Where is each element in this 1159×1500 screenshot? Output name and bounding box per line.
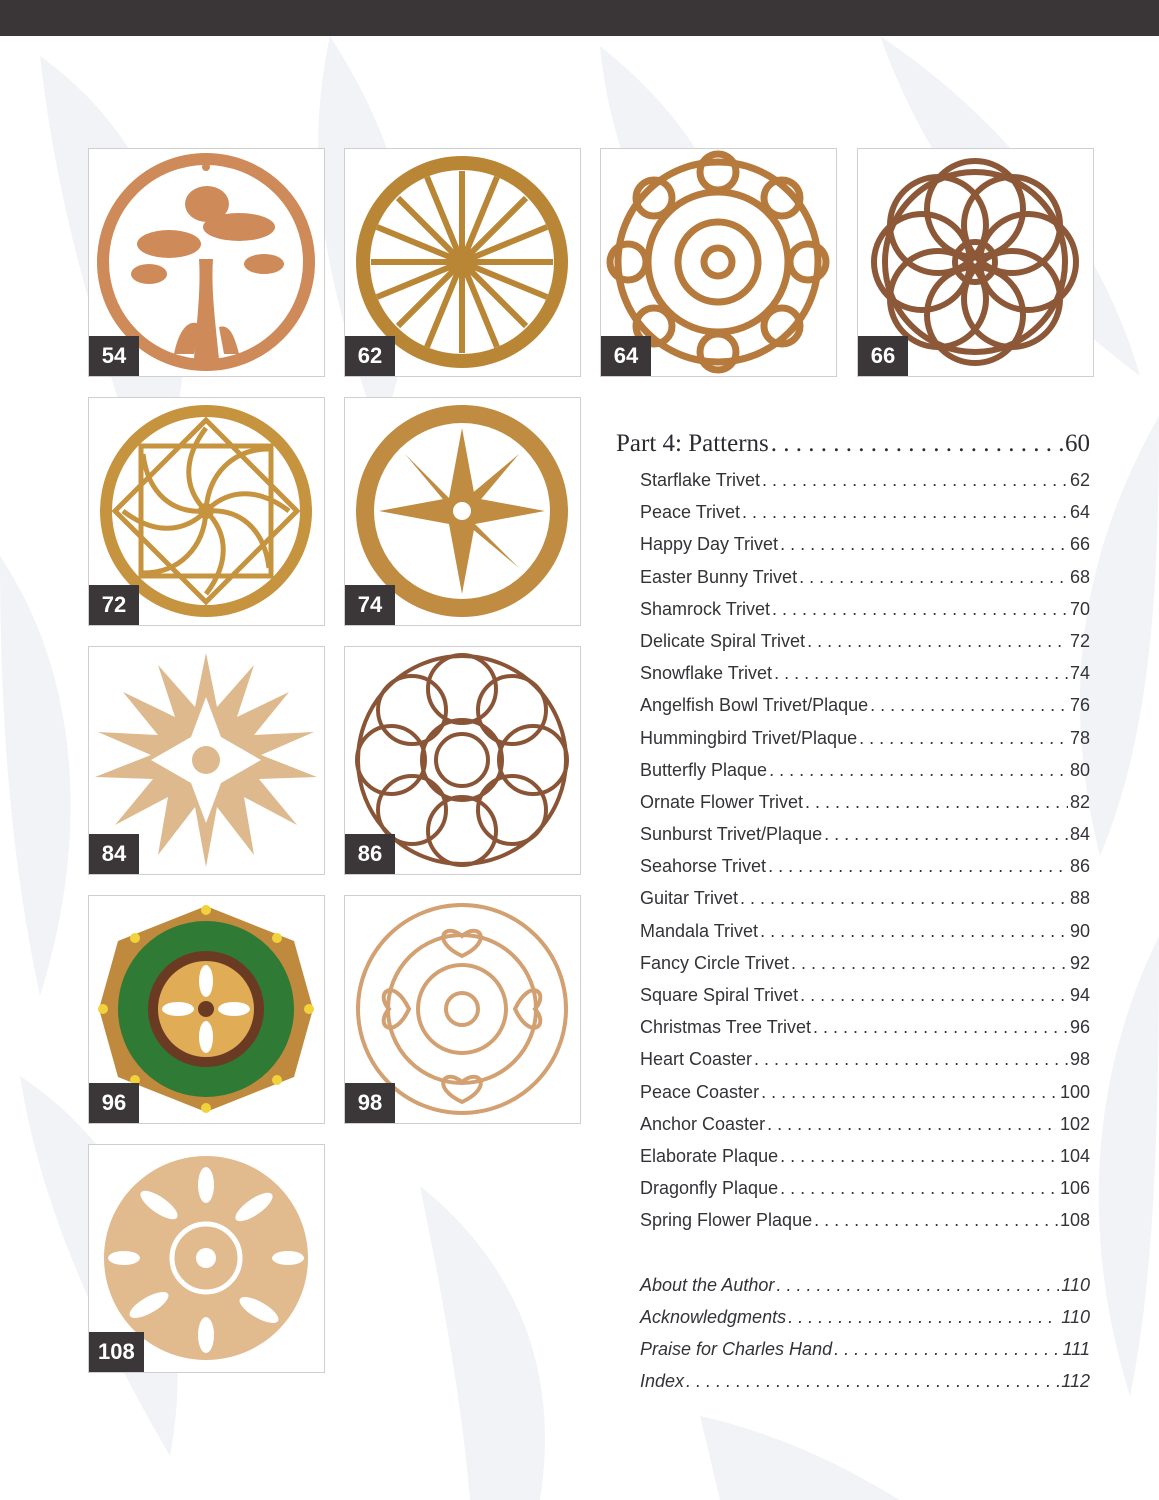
toc-entry-title: Delicate Spiral Trivet <box>640 630 806 651</box>
dot-leader <box>760 921 1068 942</box>
toc-entry[interactable] <box>640 1146 1090 1178</box>
toc-entry[interactable] <box>640 1017 1090 1049</box>
dot-leader <box>767 1114 1058 1135</box>
toc-entry-title: Christmas Tree Trivet <box>640 1017 812 1038</box>
toc-entry-page: 80 <box>1069 759 1090 780</box>
page-number-badge: 64 <box>601 336 651 376</box>
dot-leader <box>805 792 1068 813</box>
toc-entry[interactable] <box>640 856 1090 888</box>
toc-entry-page: 76 <box>1069 695 1090 716</box>
toc-entry[interactable] <box>640 921 1090 953</box>
toc-entry[interactable] <box>640 1339 1090 1371</box>
thumbnail-heart-coaster[interactable] <box>344 895 581 1124</box>
toc-entry-title: Snowflake Trivet <box>640 663 773 684</box>
toc-entry-page: 108 <box>1059 1210 1090 1231</box>
dot-leader <box>776 1275 1059 1296</box>
thumbnail-seahorse-trivet[interactable] <box>344 646 581 875</box>
toc-entry[interactable] <box>640 502 1090 534</box>
toc-entry-page: 86 <box>1069 856 1090 877</box>
page-number-badge: 96 <box>89 1083 139 1123</box>
toc-entry-page: 92 <box>1069 952 1090 973</box>
toc-entry-page: 110 <box>1061 1306 1090 1327</box>
toc-entry[interactable] <box>640 599 1090 631</box>
dot-leader <box>768 856 1068 877</box>
toc-entry-title: Starflake Trivet <box>640 470 761 490</box>
thumbnail-sunburst-trivet[interactable] <box>88 646 325 875</box>
toc-entry-page: 112 <box>1061 1371 1090 1392</box>
dot-leader <box>769 760 1068 781</box>
dot-leader <box>799 567 1068 588</box>
thumbnail-starflake-trivet[interactable] <box>344 148 581 377</box>
toc-entry-page: 106 <box>1059 1178 1090 1199</box>
toc-entry[interactable] <box>640 985 1090 1017</box>
dot-leader <box>814 1210 1058 1231</box>
toc-entry-list <box>640 470 1090 1243</box>
dot-leader <box>762 470 1068 491</box>
toc-entry-page: 111 <box>1062 1338 1090 1359</box>
dot-leader <box>791 953 1068 974</box>
toc-entry-page: 62 <box>1069 470 1090 490</box>
toc-entry-title: Anchor Coaster <box>640 1113 766 1134</box>
page-number-badge: 74 <box>345 585 395 625</box>
toc-entry-page: 96 <box>1069 1017 1090 1038</box>
toc-entry-title: Elaborate Plaque <box>640 1145 779 1166</box>
dot-leader <box>780 534 1068 555</box>
toc-entry-title: Dragonfly Plaque <box>640 1178 779 1199</box>
toc-entry-title: Sunburst Trivet/Plaque <box>640 824 823 845</box>
dot-leader <box>824 824 1068 845</box>
toc-entry[interactable] <box>640 1049 1090 1081</box>
toc-entry-title: Guitar Trivet <box>640 888 739 909</box>
dot-leader <box>859 728 1068 749</box>
thumbnail-happy-day-trivet[interactable] <box>857 148 1094 377</box>
toc-entry[interactable] <box>640 824 1090 856</box>
dot-leader <box>780 1146 1058 1167</box>
toc-entry[interactable] <box>640 1307 1090 1339</box>
toc-entry-title: Peace Trivet <box>640 502 741 523</box>
toc-entry-title: Praise for Charles Hand <box>640 1338 833 1359</box>
page-number-badge: 54 <box>89 336 139 376</box>
toc-entry[interactable] <box>640 888 1090 920</box>
toc-entry-title: Spring Flower Plaque <box>640 1210 813 1231</box>
dot-leader <box>800 985 1068 1006</box>
toc-entry-page: 68 <box>1069 566 1090 587</box>
toc-entry[interactable] <box>640 470 1090 502</box>
top-bar <box>0 0 1159 36</box>
dot-leader <box>742 502 1068 523</box>
page-number-badge: 72 <box>89 585 139 625</box>
dot-leader <box>807 631 1068 652</box>
toc-entry-page: 84 <box>1069 824 1090 845</box>
toc-entry[interactable] <box>640 1114 1090 1146</box>
toc-entry-title: Easter Bunny Trivet <box>640 566 798 587</box>
toc-entry[interactable] <box>640 1275 1090 1307</box>
toc-entry[interactable] <box>640 695 1090 727</box>
toc-entry-page: 110 <box>1061 1274 1090 1295</box>
page-number-badge: 108 <box>89 1332 144 1372</box>
toc-entry-title: Butterfly Plaque <box>640 759 768 780</box>
table-of-contents <box>616 430 1090 1403</box>
dot-leader <box>774 663 1068 684</box>
toc-entry-page: 90 <box>1069 920 1090 941</box>
toc-entry-title: Square Spiral Trivet <box>640 985 799 1005</box>
page-number-badge: 84 <box>89 834 139 874</box>
toc-entry[interactable] <box>640 663 1090 695</box>
dot-leader <box>780 1178 1058 1199</box>
toc-entry[interactable] <box>640 1210 1090 1242</box>
thumbnail-tree-trivet[interactable] <box>88 148 325 377</box>
page-number-badge: 66 <box>858 336 908 376</box>
toc-entry[interactable] <box>640 953 1090 985</box>
toc-entry-page: 64 <box>1069 502 1090 523</box>
toc-entry-page: 78 <box>1069 727 1090 748</box>
toc-entry-title: Hummingbird Trivet/Plaque <box>640 727 858 748</box>
toc-entry[interactable] <box>640 728 1090 760</box>
toc-part-heading[interactable] <box>616 430 1090 470</box>
toc-entry-page: 102 <box>1059 1113 1090 1134</box>
dot-leader <box>813 1017 1068 1038</box>
part-title: Part 4: Patterns <box>616 430 769 457</box>
toc-entry[interactable] <box>640 760 1090 792</box>
page-number-badge: 86 <box>345 834 395 874</box>
toc-entry-title: Index <box>640 1371 685 1392</box>
dot-leader <box>772 599 1068 620</box>
toc-entry-title: Mandala Trivet <box>640 920 759 941</box>
toc-entry-page: 100 <box>1059 1081 1090 1102</box>
toc-entry-page: 74 <box>1069 663 1090 684</box>
page-number-badge: 98 <box>345 1083 395 1123</box>
toc-entry[interactable] <box>640 1178 1090 1210</box>
thumbnail-christmas-tree-trivet[interactable] <box>88 895 325 1124</box>
dot-leader <box>834 1339 1061 1360</box>
toc-entry[interactable] <box>640 567 1090 599</box>
toc-entry-page: 98 <box>1069 1049 1090 1070</box>
toc-entry-title: About the Author <box>640 1274 775 1295</box>
thumbnail-spring-flower-plaque[interactable] <box>88 1144 325 1373</box>
toc-entry-title: Peace Coaster <box>640 1081 760 1102</box>
toc-entry-page: 82 <box>1069 791 1090 812</box>
toc-entry[interactable] <box>640 1371 1090 1403</box>
toc-entry[interactable] <box>640 631 1090 663</box>
dot-leader <box>686 1371 1059 1392</box>
toc-entry-page: 94 <box>1069 985 1090 1005</box>
toc-entry-page: 88 <box>1069 888 1090 909</box>
toc-back-matter-list <box>640 1275 1090 1404</box>
page-number-badge: 62 <box>345 336 395 376</box>
dot-leader <box>754 1049 1068 1070</box>
dot-leader <box>870 695 1068 716</box>
thumbnail-snowflake-trivet[interactable] <box>344 397 581 626</box>
toc-entry-title: Happy Day Trivet <box>640 534 779 555</box>
thumbnail-peace-trivet[interactable] <box>600 148 837 377</box>
toc-entry-title: Shamrock Trivet <box>640 598 771 619</box>
toc-entry-page: 104 <box>1059 1145 1090 1166</box>
toc-entry[interactable] <box>640 1082 1090 1114</box>
toc-entry-page: 72 <box>1069 630 1090 651</box>
dot-leader <box>740 888 1068 909</box>
toc-entry-title: Seahorse Trivet <box>640 856 767 877</box>
toc-entry-page: 70 <box>1069 598 1090 619</box>
toc-entry[interactable] <box>640 534 1090 566</box>
toc-entry-page: 66 <box>1069 534 1090 555</box>
toc-entry-title: Acknowledgments <box>640 1306 787 1327</box>
toc-entry-title: Angelfish Bowl Trivet/Plaque <box>640 695 869 716</box>
part-page-number: 60 <box>1065 430 1090 457</box>
dot-leader <box>788 1307 1059 1328</box>
toc-entry-title: Ornate Flower Trivet <box>640 791 804 812</box>
dot-leader <box>761 1082 1058 1103</box>
toc-entry-title: Fancy Circle Trivet <box>640 952 790 973</box>
toc-entry[interactable] <box>640 792 1090 824</box>
toc-entry-title: Heart Coaster <box>640 1049 753 1070</box>
dot-leader <box>771 430 1063 458</box>
thumbnail-spiral-trivet[interactable] <box>88 397 325 626</box>
